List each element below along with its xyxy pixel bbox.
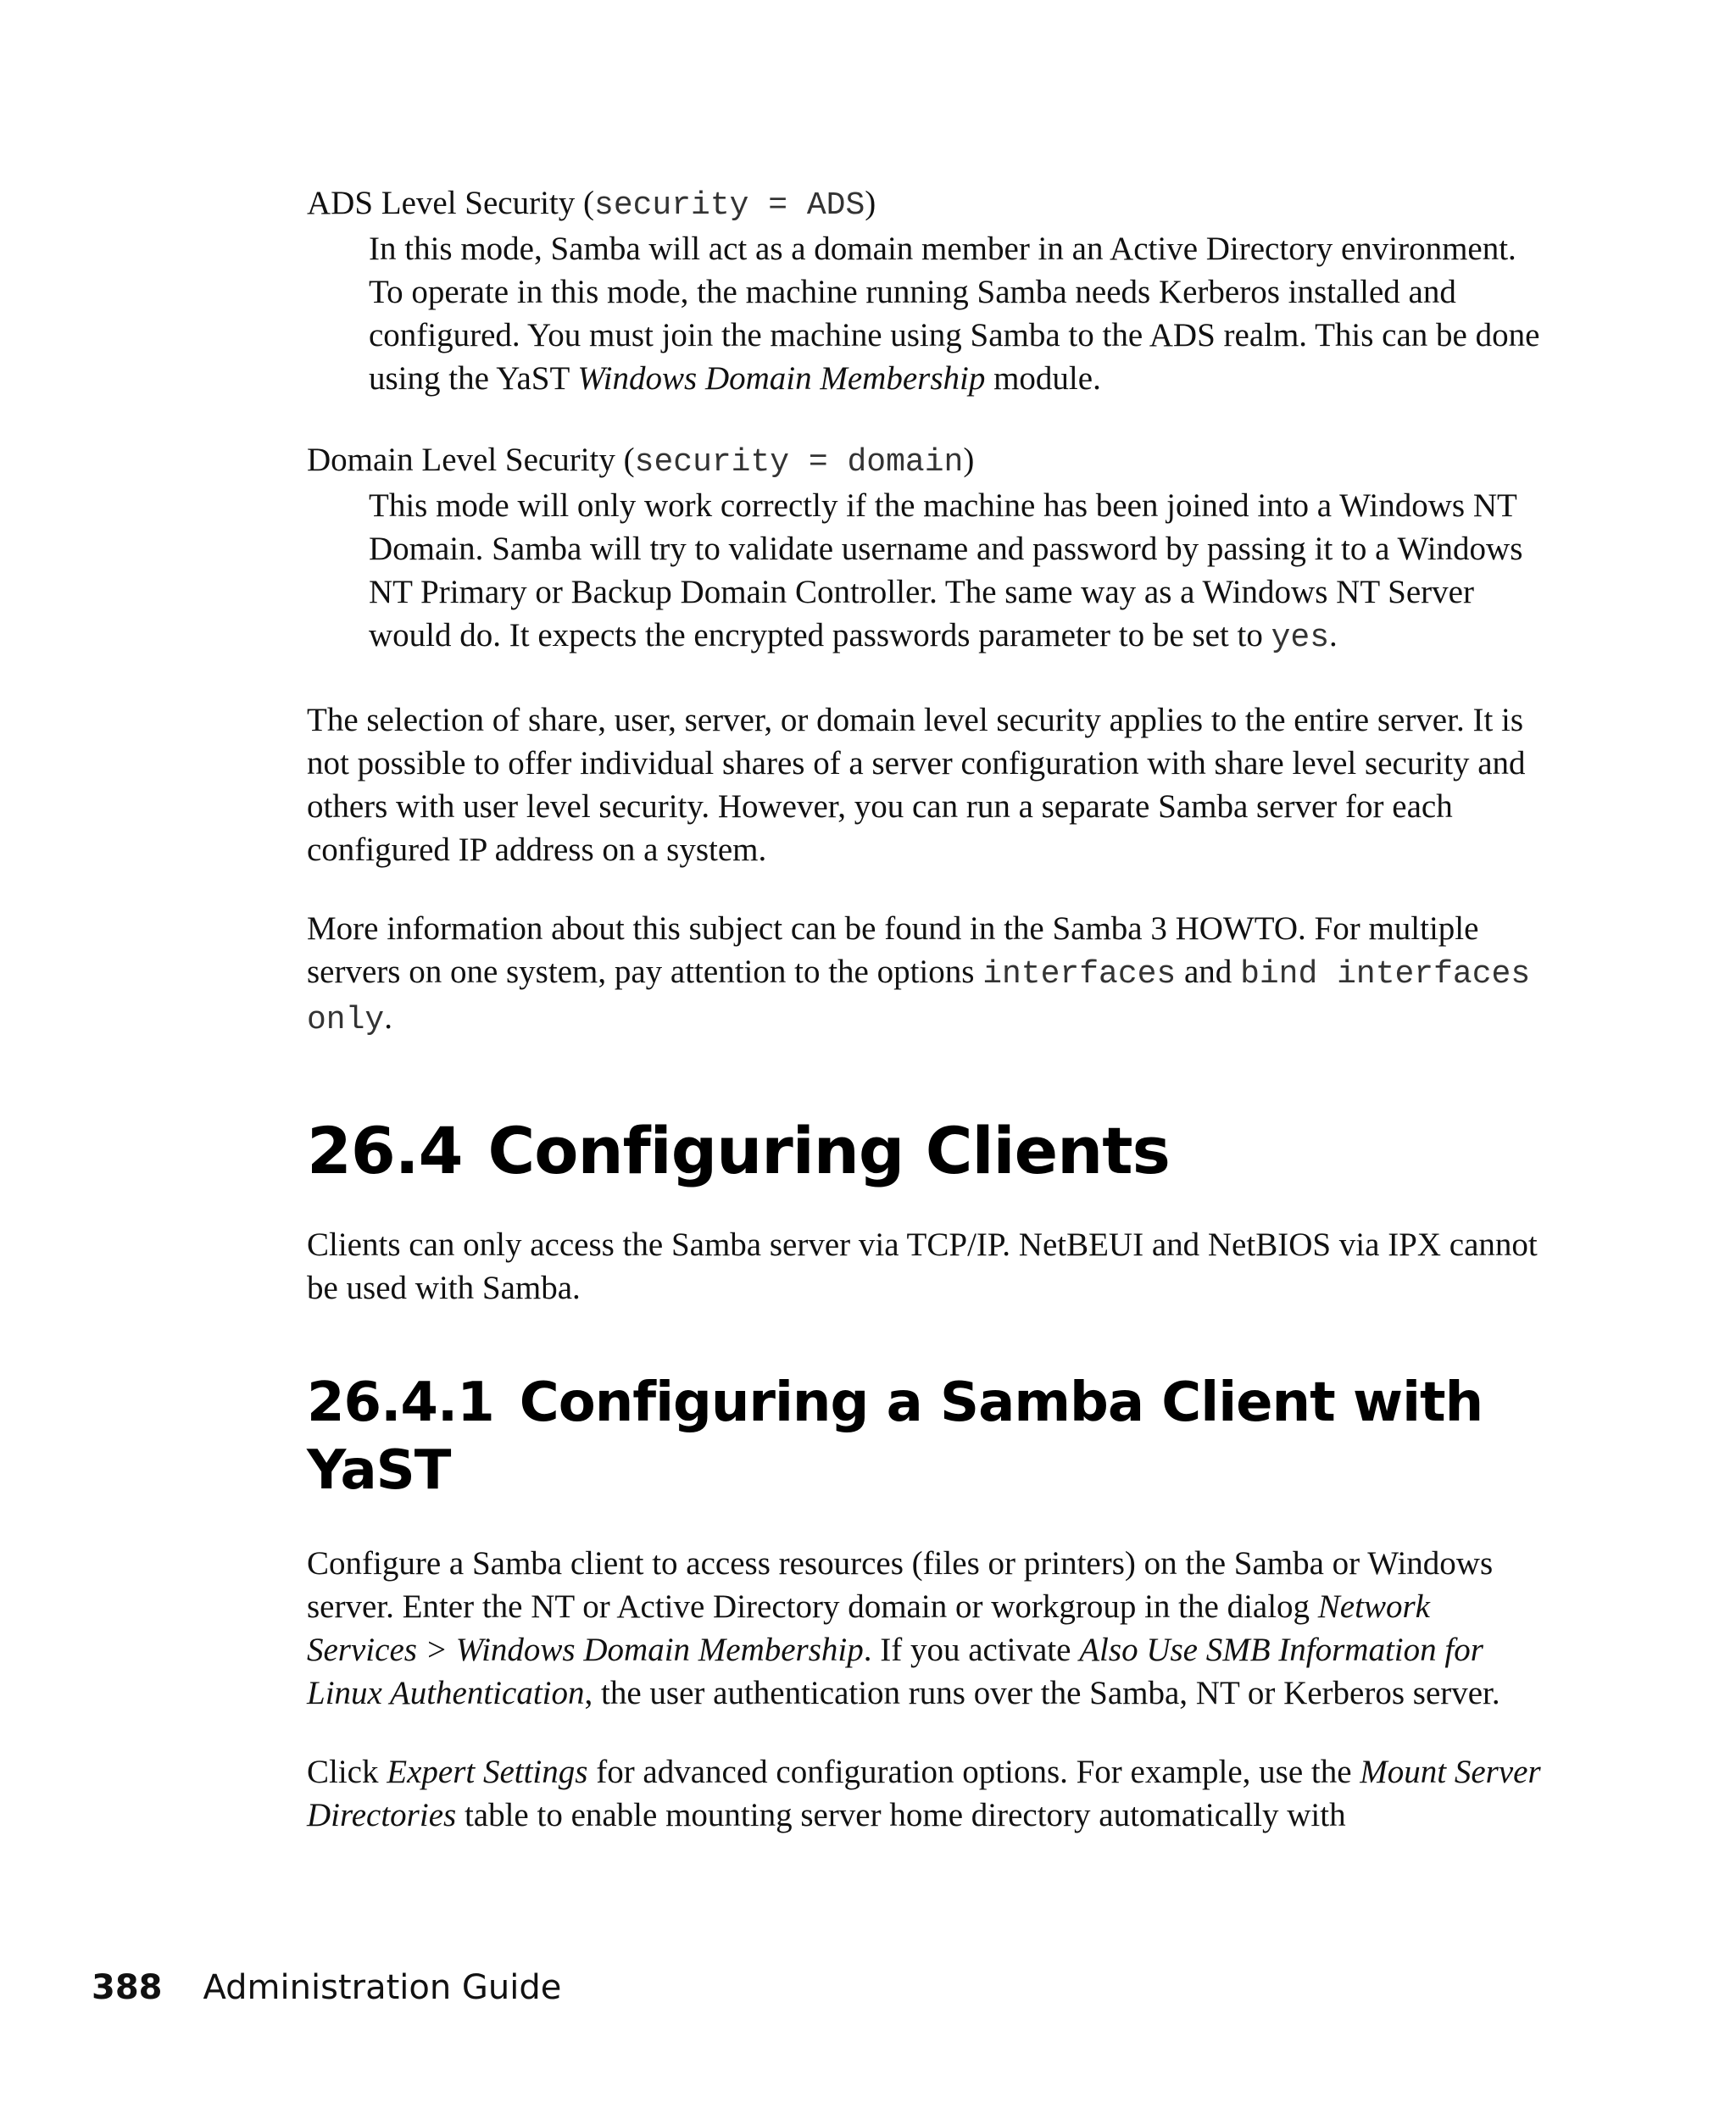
menu-path-emphasis: Network Services > Windows Domain Membership [307, 1588, 1430, 1668]
subsection-number: 26.4.1 [307, 1371, 494, 1434]
page-footer [92, 1968, 561, 2007]
definition-code: yes [1271, 620, 1330, 656]
paragraph-more-information [307, 907, 1544, 1042]
code-bind-interfaces-only: bind interfaces only [307, 956, 1531, 1038]
term-ads-level-security: ADS Level Security (security = ADS) [307, 185, 876, 224]
code-interfaces: interfaces [982, 956, 1177, 993]
paragraph-text: , the user authentication runs over the Samba, NT or Kerberos server. [584, 1675, 1500, 1711]
definition-ads [369, 227, 1544, 400]
option-emphasis: Also Use SMB Information for Linux Authentication [307, 1632, 1483, 1711]
definition-entry-domain [307, 438, 1544, 659]
paragraph-text: . If you activate [863, 1632, 1080, 1668]
subsection-heading [307, 1369, 1544, 1505]
paragraph-text: for advanced configuration options. For example, use the [587, 1754, 1360, 1790]
paragraph-text: and [1176, 954, 1241, 990]
term-code: security = domain [634, 444, 964, 481]
term-domain-level-security: Domain Level Security (security = domain) [307, 442, 975, 481]
button-name-emphasis: Expert Settings [387, 1754, 588, 1790]
page-content [307, 181, 1544, 1837]
definition-text: module. [985, 360, 1101, 397]
paragraph-configure-client [307, 1542, 1544, 1715]
book-title: Administration Guide [203, 1968, 562, 2007]
subsection-title: Configuring a Samba Client with YaST [307, 1371, 1483, 1502]
definition-text: In this mode, Samba will act as a domain member in an Active Directory environment. To operate in this mode, the machine running Samba needs Kerberos installed and configured. You must join the machine using Samba to the ADS realm. This can be done using the YaST [369, 231, 1540, 397]
section-title: Configuring Clients [487, 1113, 1170, 1188]
paragraph-text: . [384, 999, 392, 1036]
page-number: 388 [92, 1968, 163, 2007]
definition-text: . [1329, 617, 1338, 654]
definition-text: This mode will only work correctly if the machine has been joined into a Windows NT Domain. Samba will try to validate username and password by passing it to a Windows NT Primary or Backup Domain Controller. The same way as a Windows NT Server would do. It expects the encrypted passwords parameter to be set to [369, 487, 1523, 654]
term-code: security = ADS [594, 187, 865, 224]
definition-domain [369, 484, 1544, 659]
section-heading [307, 1113, 1544, 1189]
paragraph-text: More information about this subject can be found in the Samba 3 HOWTO. For multiple servers on one system, pay attention to the options [307, 910, 1479, 990]
paragraph-clients: Clients can only access the Samba server via TCP/IP. NetBEUI and NetBIOS via IPX cannot be used with Samba. [307, 1226, 1538, 1306]
section-number: 26.4 [307, 1113, 463, 1188]
definition-entry-ads [307, 181, 1544, 400]
term-label: ADS Level Security [307, 185, 576, 221]
paragraph-security-selection: The selection of share, user, server, or domain level security applies to the entire server. It is not possible to offer individual shares of a server configuration with share level security and others with user level security. However, you can run a separate Samba server for each configured IP address on a system. [307, 702, 1526, 868]
paragraph-text: Click [307, 1754, 387, 1790]
paragraph-text: Configure a Samba client to access resources (files or printers) on the Samba or Windows server. Enter the NT or Active Directory domain or workgroup in the dialog [307, 1545, 1494, 1625]
term-label: Domain Level Security [307, 442, 615, 478]
definition-emphasis: Windows Domain Membership [577, 360, 986, 397]
paragraph-expert-settings [307, 1750, 1544, 1837]
table-name-emphasis: Mount Server Directories [307, 1754, 1541, 1833]
paragraph-text: table to enable mounting server home directory automatically with [456, 1797, 1346, 1833]
